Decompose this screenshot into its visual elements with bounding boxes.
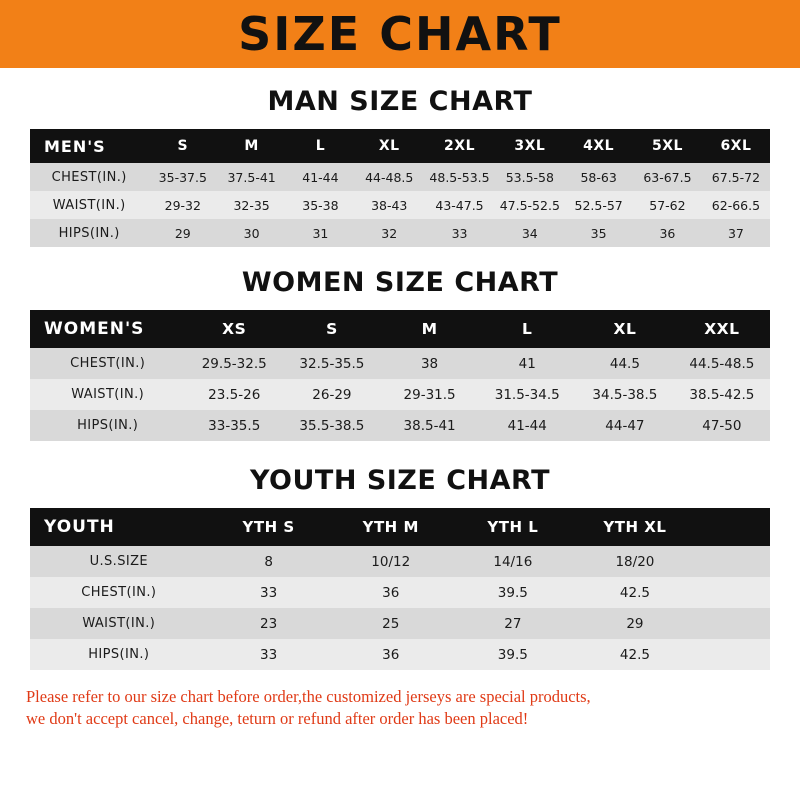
man-header-cell: MEN'S bbox=[30, 129, 148, 163]
table-cell: 32 bbox=[355, 219, 424, 247]
table-cell: 32.5-35.5 bbox=[283, 348, 381, 379]
table-cell: 58-63 bbox=[564, 163, 633, 191]
table-cell: 36 bbox=[633, 219, 702, 247]
table-row bbox=[30, 219, 770, 247]
row-label: HIPS(IN.) bbox=[30, 410, 185, 441]
table-cell-empty bbox=[696, 639, 770, 670]
table-cell: 52.5-57 bbox=[564, 191, 633, 219]
table-cell: 38-43 bbox=[355, 191, 424, 219]
row-label: CHEST(IN.) bbox=[30, 163, 148, 191]
man-header-cell: XL bbox=[355, 129, 424, 163]
table-cell: 29 bbox=[574, 608, 696, 639]
row-label: WAIST(IN.) bbox=[30, 608, 208, 639]
table-cell: 44-47 bbox=[576, 410, 674, 441]
youth-header-cell: YTH XL bbox=[574, 508, 696, 546]
women-header-cell: S bbox=[283, 310, 381, 348]
table-cell-empty bbox=[696, 608, 770, 639]
man-header-cell: 2XL bbox=[424, 129, 496, 163]
table-cell: 62-66.5 bbox=[702, 191, 770, 219]
table-cell: 38.5-41 bbox=[381, 410, 479, 441]
table-cell: 36 bbox=[330, 639, 452, 670]
women-table-wrap bbox=[30, 310, 770, 441]
table-cell: 44.5 bbox=[576, 348, 674, 379]
table-header-row bbox=[30, 508, 770, 546]
page-title: SIZE CHART bbox=[238, 7, 562, 61]
table-cell: 63-67.5 bbox=[633, 163, 702, 191]
table-cell: 29.5-32.5 bbox=[185, 348, 283, 379]
row-label: HIPS(IN.) bbox=[30, 639, 208, 670]
table-cell: 34 bbox=[495, 219, 564, 247]
table-cell: 37.5-41 bbox=[217, 163, 286, 191]
table-cell: 14/16 bbox=[452, 546, 574, 577]
man-header-cell: 4XL bbox=[564, 129, 633, 163]
table-cell: 35-38 bbox=[286, 191, 355, 219]
table-row bbox=[30, 639, 770, 670]
table-cell: 32-35 bbox=[217, 191, 286, 219]
youth-header-cell: YTH L bbox=[452, 508, 574, 546]
table-cell: 43-47.5 bbox=[424, 191, 496, 219]
women-header-cell: WOMEN'S bbox=[30, 310, 185, 348]
youth-size-table bbox=[30, 508, 770, 670]
youth-table-wrap bbox=[30, 508, 770, 670]
header-banner bbox=[0, 0, 800, 68]
women-header-cell: M bbox=[381, 310, 479, 348]
youth-header-cell: YTH M bbox=[330, 508, 452, 546]
table-cell: 36 bbox=[330, 577, 452, 608]
table-cell-empty bbox=[696, 577, 770, 608]
table-row bbox=[30, 410, 770, 441]
table-cell: 47-50 bbox=[674, 410, 770, 441]
youth-header-cell: YTH S bbox=[208, 508, 330, 546]
row-label: HIPS(IN.) bbox=[30, 219, 148, 247]
row-label: WAIST(IN.) bbox=[30, 379, 185, 410]
table-cell: 39.5 bbox=[452, 577, 574, 608]
table-row bbox=[30, 163, 770, 191]
table-cell: 57-62 bbox=[633, 191, 702, 219]
table-cell: 10/12 bbox=[330, 546, 452, 577]
table-cell: 42.5 bbox=[574, 639, 696, 670]
women-size-table bbox=[30, 310, 770, 441]
footer-note-line-2: we don't accept cancel, change, teturn or refund after order has been placed! bbox=[26, 709, 529, 729]
man-header-cell: M bbox=[217, 129, 286, 163]
table-row bbox=[30, 348, 770, 379]
table-cell: 33 bbox=[424, 219, 496, 247]
table-cell: 23.5-26 bbox=[185, 379, 283, 410]
man-header-cell: 6XL bbox=[702, 129, 770, 163]
table-cell: 27 bbox=[452, 608, 574, 639]
table-cell-empty bbox=[696, 546, 770, 577]
table-cell: 38 bbox=[381, 348, 479, 379]
man-header-cell: 3XL bbox=[495, 129, 564, 163]
table-cell: 35-37.5 bbox=[148, 163, 217, 191]
table-cell: 33 bbox=[208, 639, 330, 670]
table-cell: 34.5-38.5 bbox=[576, 379, 674, 410]
man-header-cell: 5XL bbox=[633, 129, 702, 163]
table-row bbox=[30, 191, 770, 219]
table-row bbox=[30, 577, 770, 608]
table-cell: 35 bbox=[564, 219, 633, 247]
table-cell: 67.5-72 bbox=[702, 163, 770, 191]
row-label: CHEST(IN.) bbox=[30, 348, 185, 379]
table-cell: 29-32 bbox=[148, 191, 217, 219]
row-label: U.S.SIZE bbox=[30, 546, 208, 577]
table-cell: 44.5-48.5 bbox=[674, 348, 770, 379]
table-cell: 18/20 bbox=[574, 546, 696, 577]
table-cell: 25 bbox=[330, 608, 452, 639]
women-header-cell: XS bbox=[185, 310, 283, 348]
table-cell: 41-44 bbox=[478, 410, 576, 441]
table-cell: 29 bbox=[148, 219, 217, 247]
table-cell: 41-44 bbox=[286, 163, 355, 191]
table-header-row bbox=[30, 310, 770, 348]
table-cell: 26-29 bbox=[283, 379, 381, 410]
footer-note bbox=[26, 686, 774, 731]
table-cell: 47.5-52.5 bbox=[495, 191, 564, 219]
table-row bbox=[30, 546, 770, 577]
table-cell: 30 bbox=[217, 219, 286, 247]
table-row bbox=[30, 379, 770, 410]
man-header-cell: S bbox=[148, 129, 217, 163]
man-size-table bbox=[30, 129, 770, 247]
youth-header-spacer bbox=[696, 508, 770, 546]
table-cell: 23 bbox=[208, 608, 330, 639]
row-label: CHEST(IN.) bbox=[30, 577, 208, 608]
man-table-wrap bbox=[30, 129, 770, 247]
footer-note-line-1: Please refer to our size chart before order,the customized jerseys are special products, bbox=[26, 687, 591, 706]
women-header-cell: XL bbox=[576, 310, 674, 348]
table-cell: 53.5-58 bbox=[495, 163, 564, 191]
table-cell: 41 bbox=[478, 348, 576, 379]
table-cell: 44-48.5 bbox=[355, 163, 424, 191]
table-cell: 37 bbox=[702, 219, 770, 247]
table-row bbox=[30, 608, 770, 639]
table-cell: 42.5 bbox=[574, 577, 696, 608]
table-header-row bbox=[30, 129, 770, 163]
table-cell: 8 bbox=[208, 546, 330, 577]
youth-section-title: YOUTH SIZE CHART bbox=[249, 465, 551, 496]
table-cell: 48.5-53.5 bbox=[424, 163, 496, 191]
table-cell: 38.5-42.5 bbox=[674, 379, 770, 410]
table-cell: 31.5-34.5 bbox=[478, 379, 576, 410]
women-header-cell: L bbox=[478, 310, 576, 348]
women-header-cell: XXL bbox=[674, 310, 770, 348]
table-cell: 35.5-38.5 bbox=[283, 410, 381, 441]
table-cell: 39.5 bbox=[452, 639, 574, 670]
man-header-cell: L bbox=[286, 129, 355, 163]
man-section-title: MAN SIZE CHART bbox=[267, 86, 533, 117]
row-label: WAIST(IN.) bbox=[30, 191, 148, 219]
table-cell: 29-31.5 bbox=[381, 379, 479, 410]
table-cell: 31 bbox=[286, 219, 355, 247]
youth-header-cell: YOUTH bbox=[30, 508, 208, 546]
women-section-title: WOMEN SIZE CHART bbox=[241, 267, 559, 298]
table-cell: 33 bbox=[208, 577, 330, 608]
table-cell: 33-35.5 bbox=[185, 410, 283, 441]
